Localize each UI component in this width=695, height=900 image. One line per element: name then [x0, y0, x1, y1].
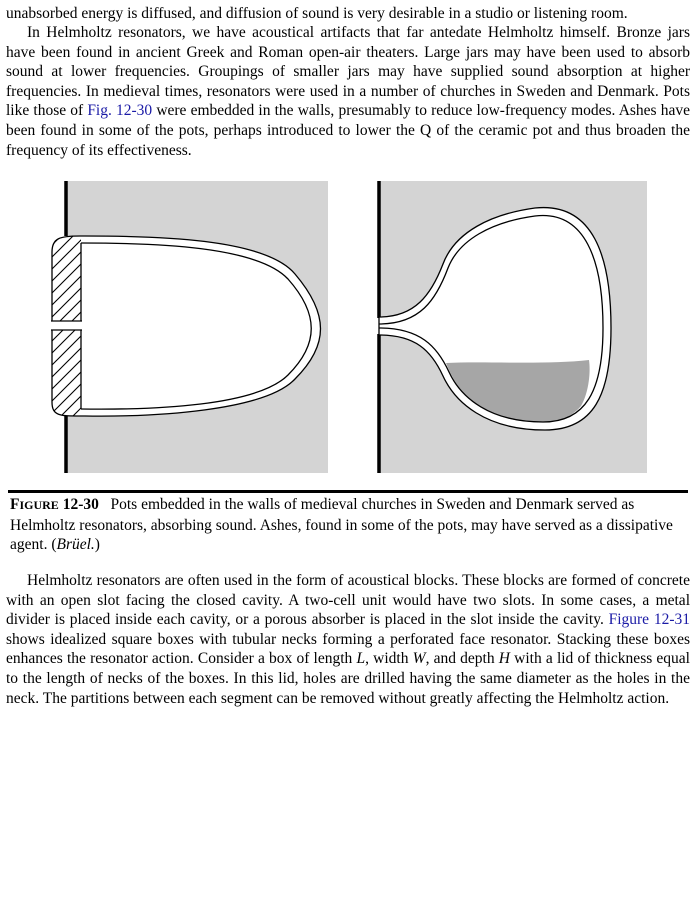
caption-credit: Brüel. [56, 536, 95, 554]
figure-12-30-illustration [45, 180, 649, 476]
figure-12-31-link[interactable]: Figure 12-31 [608, 611, 690, 629]
left-pot-panel [51, 181, 328, 473]
figure-12-30-link[interactable]: Fig. 12-30 [87, 102, 153, 120]
pot-neck-hole [51, 321, 82, 330]
right-pot-panel [379, 181, 647, 473]
caption-divider [8, 490, 688, 493]
figure-caption: FIGURE 12-30 Pots embedded in the walls of medieval churches in Sweden and Denmark served as Helmholtz resonators, absorbing sound. Ashes, found in some of the pots, may have served as a dissipative agent. (Brüel.) [10, 496, 673, 554]
paragraph-acoustical-blocks: Helmholtz resonators are often used in the form of acoustical blocks. These blocks are formed of concrete with an open slot facing the closed cavity. A two-cell unit would have two slots. In some cases, a metal divider is placed inside each cavity, or a porous absorber is placed in the slot inside the cavity. Figure 12-31 shows idealized square boxes with tubular necks forming a perforated face resonator. Stacking these boxes enhances the resonator action. Consider a box of length L, width W, and depth H with a lid of thickness equal to the length of necks of the boxes. In this lid, holes are drilled having the same diameter as the holes in the neck. The partitions between each segment can be removed without greatly affecting the Helmholtz action. [6, 572, 690, 707]
paragraph-helmholtz-history: In Helmholtz resonators, we have acoustical artifacts that far antedate Helmholtz himself. Bronze jars have been found in ancient Greek and Roman open-air theaters. Large jars may have been used to absorb sound at lower frequencies. Groupings of smaller jars may have supplied sound absorption at higher frequencies. In medieval times, resonators were used in a number of churches in Sweden and Denmark. Pots like those of Fig. 12-30 were embedded in the walls, presumably to reduce low-frequency modes. Ashes have been found in some of the pots, perhaps introduced to lower the Q of the ceramic pot and thus broaden the frequency of its effectiveness. [6, 24, 690, 159]
paragraph-intro: unabsorbed energy is diffused, and diffusion of sound is very desirable in a studio or listening room. [6, 5, 628, 22]
pot-outer-shell [52, 236, 321, 416]
figure-label: FIGURE 12-30 [10, 496, 99, 513]
